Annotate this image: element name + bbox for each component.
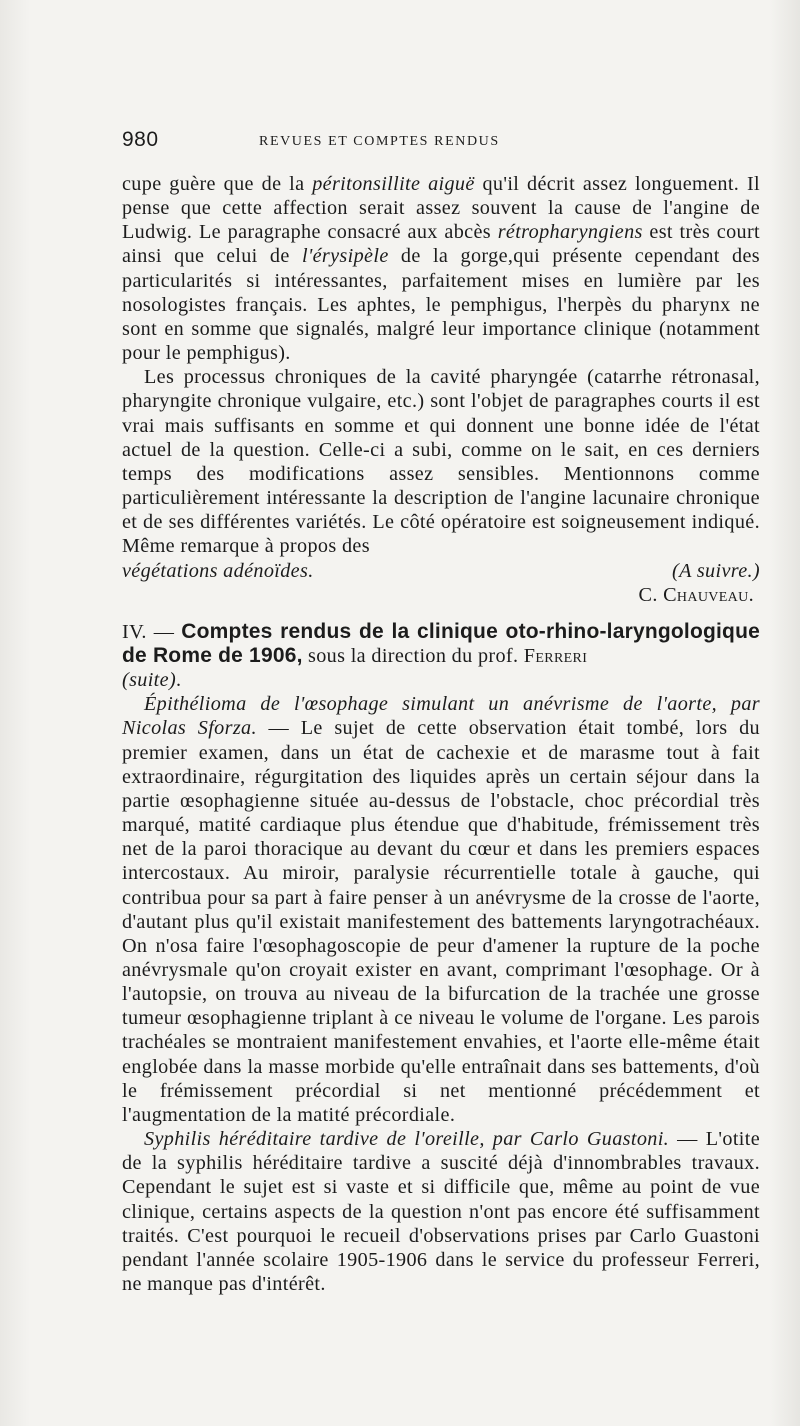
text-run: — L'otite de la syphilis héréditaire tardive a suscité déjà d'innombrables travaux. Cependant le sujet est si vaste et si difficile que, même au point de vue clinique, certains aspects de la question n'ont pas encore été suffisamment traités. C'est pourquoi le recueil d'observations prises par Carlo Guastoni pendant l'année scolaire 1905-1906 dans le service du professeur Ferreri, ne manque pas d'intérêt.: [122, 1128, 760, 1296]
text-run: — Le sujet de cette observation était tombé, lors du premier examen, dans un état de cachexie et de marasme tout à fait extraordinaire, régurgitation des liquides après un certain séjour dans la partie œsophagienne située au-dessus de l'obstacle, choc précordial très marqué, matité cardiaque plus étendue que d'habitude, frémissement très net de la paroi thoracique au devant du cœur et dans les premiers espaces intercostaux. Au miroir, paralysie récurrentielle totale à gauche, qui contribua pour sa part à faire penser à un anévrysme de la crosse de l'aorte, d'autant plus qu'il existait manifestement des battements laryngotrachéaux. On n'osa faire l'œsophagoscopie de peur d'amener la rupture de la poche anévrysmale qu'on croyait exister en avant, comprimant l'œsophage. Or à l'autopsie, on trouva au niveau de la bifurcation de la trachée une grosse tumeur œsophagienne triplant à ce niveau le volume de l'organe. Les parois trachéales se montraient manifestement envahies, et l'aorte elle-même était englobée dans la masse morbide qu'elle entraînait dans ses battements, d'où le frémissement précordial si net mentionné précédemment et l'augmentation de la matité précordiale.: [122, 717, 761, 1126]
text-run: cupe guère que de la: [122, 173, 313, 195]
to-follow-note: (A suivre.): [672, 559, 760, 582]
paragraph-pharyngeal-acute: [122, 172, 760, 365]
signature-initial: C.: [638, 583, 664, 606]
text-run: sous la direction du prof.: [302, 644, 524, 667]
running-head: REVUES ET COMPTES RENDUS: [259, 134, 500, 149]
italic-term: rétropharyngiens: [497, 221, 643, 244]
section-numeral: IV. —: [122, 620, 182, 643]
section-heading: [122, 620, 760, 692]
suite-note: (suite): [122, 669, 177, 692]
paragraph-epithelioma: [122, 692, 760, 1127]
article-body: [122, 172, 760, 1296]
italic-term: l'érysipèle: [301, 245, 389, 268]
italic-term: végétations adénoïdes.: [122, 559, 314, 582]
page-header: [122, 128, 682, 158]
italic-title: Épithélioma de l'œsophage simulant un anévrisme de l'aorte, par Nicolas Sforza.: [122, 693, 760, 740]
page-number: 980: [122, 128, 159, 151]
signature: [122, 583, 760, 607]
professor-name: Ferreri: [523, 644, 588, 667]
italic-term: péritonsillite aiguë: [312, 173, 475, 195]
text-run: est très court ainsi que celui de: [122, 221, 760, 268]
italic-title: Syphilis héréditaire tardive de l'oreille, par Carlo Guastoni.: [144, 1128, 670, 1151]
text-run: qu'il décrit assez longuement. Il pense que cette affection serait assez souvent la cause de l'angine de Ludwig. Le paragraphe consacré aux abcès: [122, 173, 761, 244]
paragraph-syphilis: [122, 1127, 760, 1296]
to-follow-line: [122, 559, 760, 583]
text-run: de la gorge,qui présente cependant des particularités si intéressantes, parfaitement mises en lumière par les nosologistes français. Les aphtes, le pemphigus, l'herpès du pharynx ne sont en somme que signalés, malgré leur importance clinique (notamment pour le pemphigus).: [122, 245, 760, 365]
paragraph-chronic-processes: [122, 365, 760, 558]
section-title: Comptes rendus de la clinique oto-rhino-laryngologique de Rome de 1906,: [122, 619, 760, 667]
signature-name: Chauveau.: [663, 583, 754, 606]
text-run: .: [176, 669, 182, 692]
text-run: Les processus chroniques de la cavité pharyngée (catarrhe rétronasal, pharyngite chronique vulgaire, etc.) sont l'objet de paragraphes courts il est vrai mais suffisants en somme et qui donnent une bonne idée de l'état actuel de la question. Celle-ci a subi, comme on le sait, en ces derniers temps des modifications assez sensibles. Mentionnons comme particulièrement intéressante la description de l'angine lacunaire chronique et de ses différentes variétés. Le côté opératoire est soigneusement indiqué. Même remarque à propos des: [122, 366, 760, 558]
